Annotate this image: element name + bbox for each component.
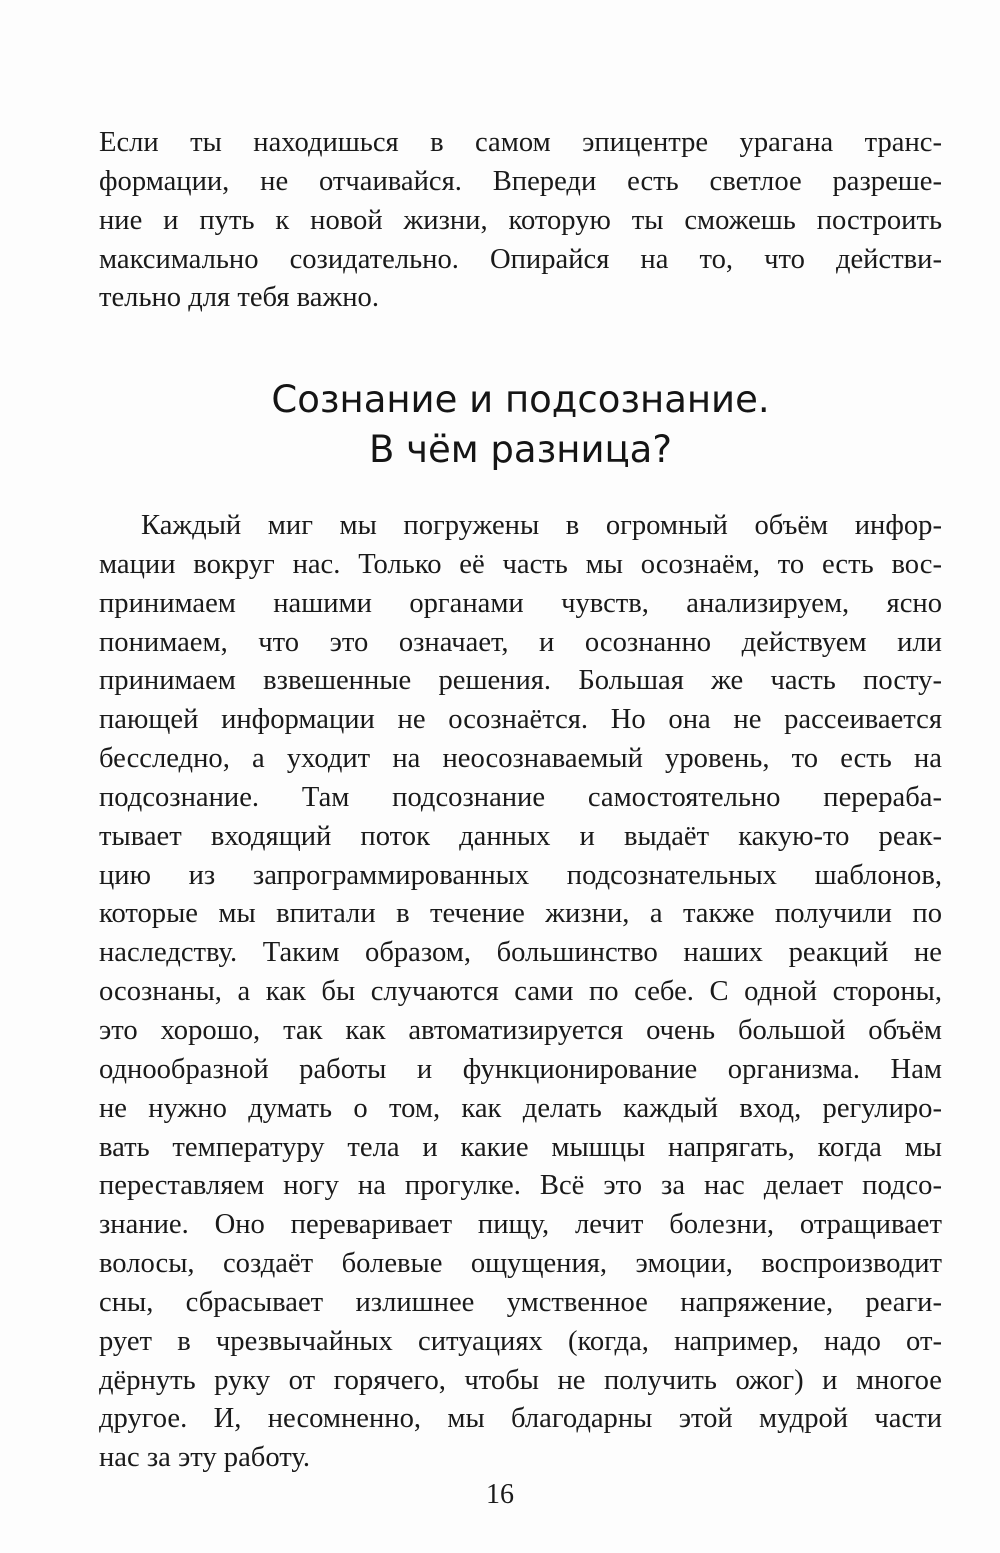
text-line: рует в чрезвычайных ситуациях (когда, например, надо от- <box>99 1325 942 1357</box>
text-line: которые мы впитали в течение жизни, а также получили по <box>99 898 942 930</box>
text-line: знание. Оно переваривает пищу, лечит болезни, отращивает <box>99 1209 942 1241</box>
section-heading-line-2: В чём разница? <box>368 428 672 471</box>
text-line: максимально созидательно. Опирайся на то, что действи- <box>99 243 942 275</box>
section-heading <box>99 375 942 475</box>
text-line: принимаем нашими органами чувств, анализируем, ясно <box>99 587 942 619</box>
text-line: другое. И, несомненно, мы благодарны этой мудрой части <box>99 1403 942 1435</box>
page-number: 16 <box>486 1479 514 1510</box>
text-line: не нужно думать о том, как делать каждый вход, регулиро- <box>99 1092 942 1124</box>
text-line: осознаны, а как бы случаются сами по себе. С одной стороны, <box>99 976 942 1008</box>
text-line: однообразной работы и функционирование организма. Нам <box>99 1053 942 1085</box>
text-line: тывает входящий поток данных и выдаёт какую-то реак- <box>99 820 942 852</box>
text-line: переставляем ногу на прогулке. Всё это за нас делает подсо- <box>99 1170 942 1202</box>
text-line: мации вокруг нас. Только её часть мы осознаём, то есть вос- <box>99 548 942 580</box>
text-line: Каждый миг мы погружены в огромный объём инфор- <box>141 510 942 541</box>
text-line: сны, сбрасывает излишнее умственное напряжение, реаги- <box>99 1286 942 1318</box>
body-paragraph <box>99 507 942 1478</box>
text-line: это хорошо, так как автоматизируется очень большой объём <box>99 1014 942 1046</box>
text-line: бесследно, а уходит на неосознаваемый уровень, то есть на <box>99 743 942 775</box>
text-line: пающей информации не осознаётся. Но она не рассеивается <box>99 704 942 736</box>
text-line: волосы, создаёт болевые ощущения, эмоции, воспроизводит <box>99 1248 942 1280</box>
text-line: подсознание. Там подсознание самостоятельно перераба- <box>99 781 942 813</box>
text-line: принимаем взвешенные решения. Большая же часть посту- <box>99 665 942 697</box>
section-heading-line-1: Сознание и подсознание. <box>271 378 770 421</box>
text-line: понимаем, что это означает, и осознанно действуем или <box>99 626 942 658</box>
text-line: вать температуру тела и какие мышцы напрягать, когда мы <box>99 1131 942 1163</box>
text-line: тельно для тебя важно. <box>99 282 380 314</box>
text-line: дёрнуть руку от горячего, чтобы не получить ожог) и многое <box>99 1364 942 1396</box>
text-line: Если ты находишься в самом эпицентре урагана транс- <box>99 127 942 158</box>
intro-paragraph <box>99 124 942 318</box>
text-line: ние и путь к новой жизни, которую ты сможешь построить <box>99 204 942 236</box>
text-line: нас за эту работу. <box>99 1442 310 1474</box>
text-line: формации, не отчаивайся. Впереди есть светлое разреше- <box>99 165 942 197</box>
text-line: цию из запрограммированных подсознательных шаблонов, <box>99 859 942 891</box>
text-line: наследству. Таким образом, большинство наших реакций не <box>99 937 942 969</box>
